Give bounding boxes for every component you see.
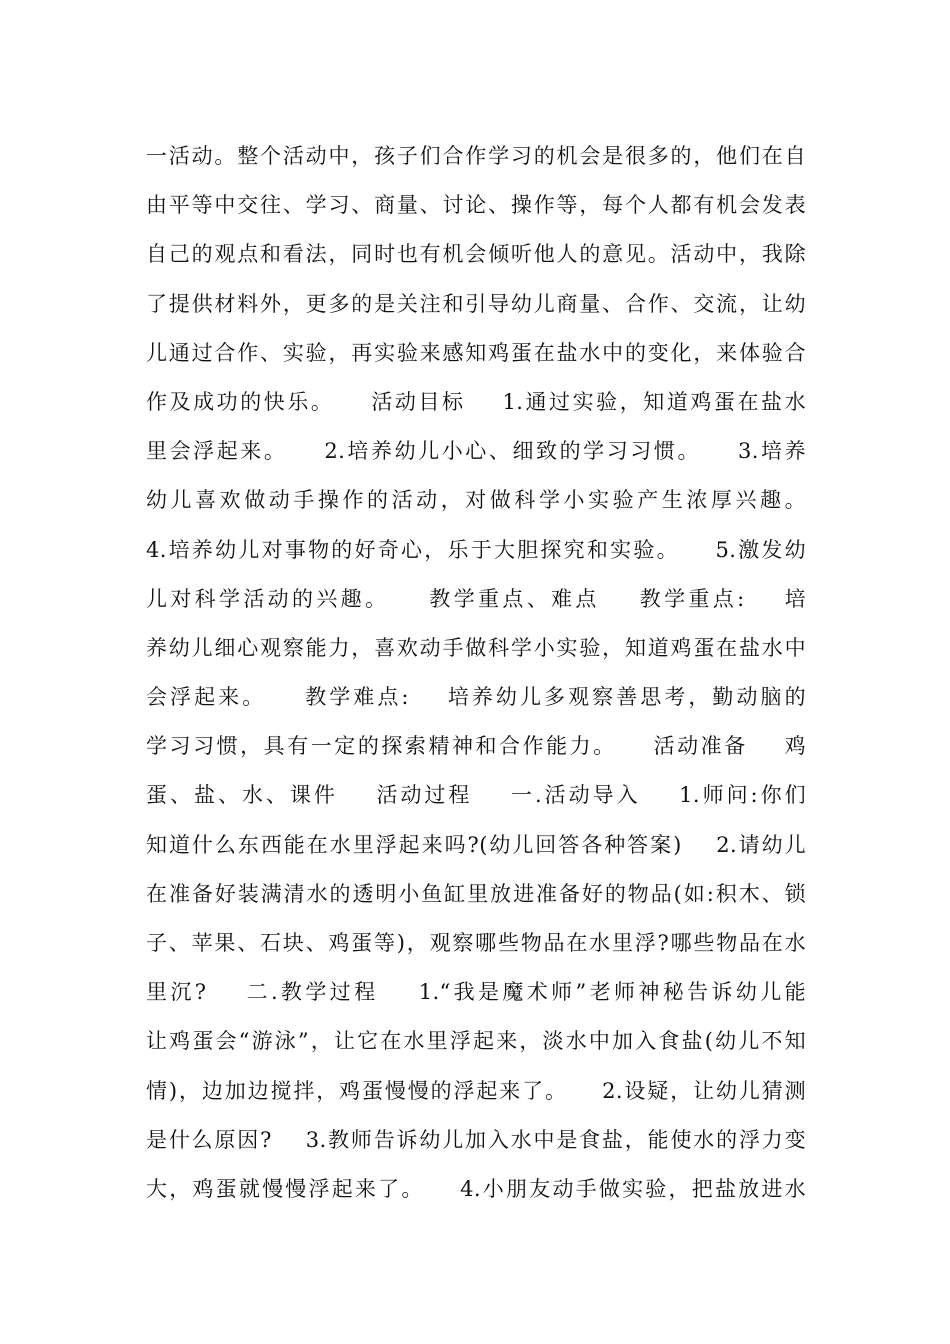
- text-line: 学习习惯，具有一定的探索精神和合作能力。 活动准备 鸡: [146, 734, 806, 759]
- text-line: 幼儿喜欢做动手操作的活动，对做科学小实验产生浓厚兴趣。: [146, 488, 806, 513]
- text-line: 子、苹果、石块、鸡蛋等)，观察哪些物品在水里浮?哪些物品在水: [146, 931, 806, 955]
- text-line: 儿通过合作、实验，再实验来感知鸡蛋在盐水中的变化，来体验合: [146, 340, 806, 365]
- text-line: 情)，边加边搅拌，鸡蛋慢慢的浮起来了。 2.设疑，让幼儿猜测: [146, 1078, 806, 1103]
- text-line: 是什么原因? 3.教师告诉幼儿加入水中是食盐，能使水的浮力变: [146, 1127, 806, 1152]
- text-line: 了提供材料外，更多的是关注和引导幼儿商量、合作、交流，让幼: [146, 291, 806, 316]
- text-line: 里会浮起来。 2.培养幼儿小心、细致的学习习惯。 3.培养: [146, 439, 806, 464]
- text-line: 一活动。整个活动中，孩子们合作学习的机会是很多的，他们在自: [146, 144, 806, 168]
- text-line: 会浮起来。 教学难点: 培养幼儿多观察善思考，勤动脑的: [146, 685, 806, 710]
- text-line: 大，鸡蛋就慢慢浮起来了。 4.小朋友动手做实验，把盐放进水: [146, 1176, 806, 1201]
- text-line: 里沉? 二.教学过程 1.“我是魔术师”老师神秘告诉幼儿能: [146, 980, 806, 1005]
- text-line: 知道什么东西能在水里浮起来吗?(幼儿回答各种答案) 2.请幼儿: [146, 832, 806, 857]
- text-line: 儿对科学活动的兴趣。 教学重点、难点 教学重点: 培: [146, 586, 806, 611]
- text-line: 养幼儿细心观察能力，喜欢动手做科学小实验，知道鸡蛋在盐水中: [146, 635, 806, 660]
- text-line: 由平等中交往、学习、商量、讨论、操作等，每个人都有机会发表: [146, 193, 806, 218]
- text-line: 在准备好装满清水的透明小鱼缸里放进准备好的物品(如:积木、锁: [146, 881, 806, 906]
- text-line: 蛋、盐、水、课件 活动过程 一.活动导入 1.师问:你们: [146, 783, 806, 808]
- body-text: [146, 132, 806, 1214]
- text-line: 作及成功的快乐。 活动目标 1.通过实验，知道鸡蛋在盐水: [146, 389, 806, 414]
- text-line: 4.培养幼儿对事物的好奇心，乐于大胆探究和实验。 5.激发幼: [146, 537, 806, 562]
- text-line: 自己的观点和看法，同时也有机会倾听他人的意见。活动中，我除: [146, 242, 806, 267]
- text-line: 让鸡蛋会“游泳”，让它在水里浮起来，淡水中加入食盐(幼儿不知: [146, 1029, 806, 1054]
